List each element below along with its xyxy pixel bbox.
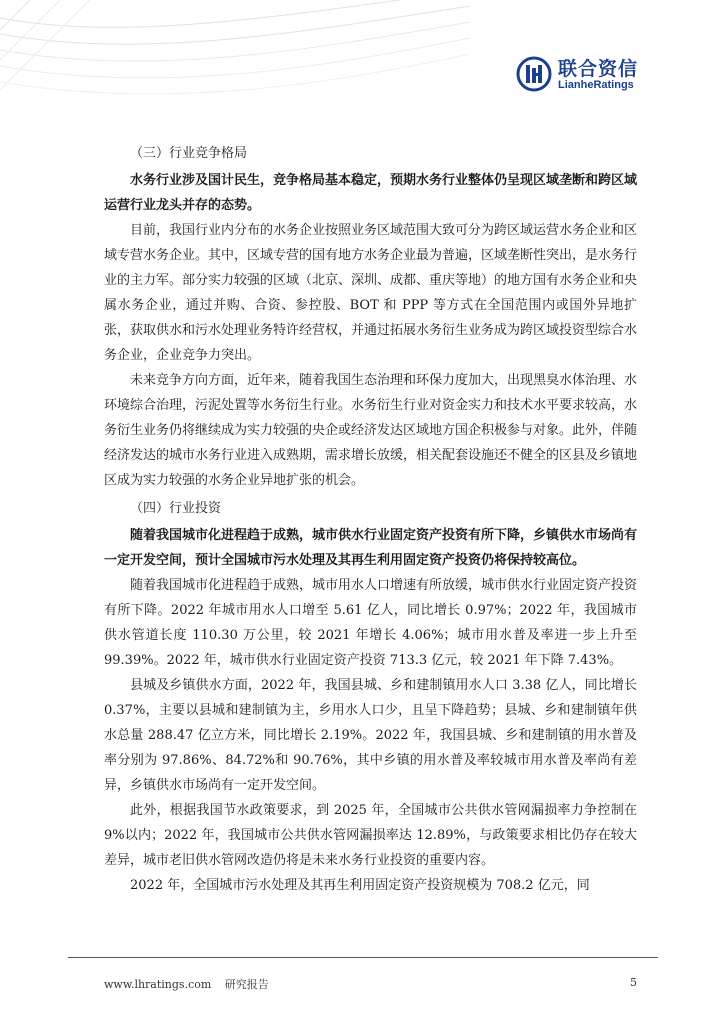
section-summary-investment: 随着我国城市化进程趋于成熟，城市供水行业固定资产投资有所下降，乡镇供水市场尚有一定开发空间，预计全国城市污水处理及其再生利用固定资产投资仍将保持较高位。 (104, 528, 638, 568)
section-heading-investment: （四）行业投资 (130, 501, 222, 516)
footer-info (104, 976, 279, 992)
logo-chinese-name: 联合资信 (558, 58, 639, 80)
header-decoration (0, 0, 470, 120)
paragraph: 目前，我国行业内分布的水务企业按照业务区域范围大致可分为跨区域运营水务企业和区域专营水务企业。其中，区域专营的国有地方水务企业最为普遍，区域垄断性突出，是水务行业的主力军。部分实力较强的区域（北京、深圳、成都、重庆等地）的地方国有水务企业和央属水务企业，通过并购、合资、参控股、BOT 和 PPP 等方式在全国范围内或国外异地扩张，获取供水和污水处理业务特许经营权，并通过拓展水务衍生业务成为跨区域投资型综合水务企业，企业竞争力突出。 (104, 223, 638, 363)
footer-report-type: 研究报告 (224, 978, 269, 991)
paragraph: 未来竞争方向方面，近年来，随着我国生态治理和环保力度加大，出现黑臭水体治理、水环境综合治理，污泥处置等水务衍生行业。水务衍生行业对资金实力和技术水平要求较高，水务衍生业务仍将继续成为实力较强的央企或经济发达区域地方国企积极参与对象。此外，伴随经济发达的城市水务行业进入成熟期，需求增长放缓，相关配套设施还不健全的区县及乡镇地区成为实力较强的水务企业异地扩张的机会。 (104, 373, 638, 488)
paragraph: 随着我国城市化进程趋于成熟，城市用水人口增速有所放缓，城市供水行业固定资产投资有所下降。2022 年城市用水人口增至 5.61 亿人，同比增长 0.97%；2022 年，我国城市供水管道长度 110.30 万公里，较 2021 年增长 4.06%；城市用水普及率进一步上升至 99.39%。2022 年，城市供水行业固定资产投资 713.3 亿元，较 2021 年下降 7.43%。 (104, 578, 638, 668)
section-summary-competition: 水务行业涉及国计民生，竞争格局基本稳定，预期水务行业整体仍呈现区域垄断和跨区域运营行业龙头并存的态势。 (104, 173, 638, 213)
report-body (104, 141, 637, 898)
logo-english-name: LianheRatings (558, 79, 634, 91)
lianhe-logo-icon (516, 56, 552, 92)
decoration-lines (0, 0, 470, 120)
page-number: 5 (630, 976, 637, 989)
company-logo (516, 52, 646, 96)
paragraph: 县城及乡镇供水方面，2022 年，我国县城、乡和建制镇用水人口 3.38 亿人，同比增长 0.37%，主要以县城和建制镇为主，乡用水人口少，且呈下降趋势；县城、乡和建制镇年供水总量 288.47 亿立方米，同比增长 2.19%。2022 年，我国县城、乡和建制镇的用水普及率分别为 97.86%、84.72%和 90.76%，其中乡镇的用水普及率较城市用水普及率尚有差异，乡镇供水市场尚有一定开发空间。 (104, 678, 637, 793)
section-heading-competition: （三）行业竞争格局 (130, 146, 248, 161)
paragraph: 2022 年，全国城市污水处理及其再生利用固定资产投资规模为 708.2 亿元，同 (130, 878, 590, 893)
paragraph: 此外，根据我国节水政策要求，到 2025 年，全国城市公共供水管网漏损率力争控制在 9%以内；2022 年，我国城市公共供水管网漏损率达 12.89%，与政策要求相比仍存在较大差异，城市老旧供水管网改造仍将是未来水务行业投资的重要内容。 (104, 803, 637, 868)
footer-website-link[interactable]: www.lhratings.com (104, 978, 212, 991)
footer-divider (68, 957, 658, 958)
